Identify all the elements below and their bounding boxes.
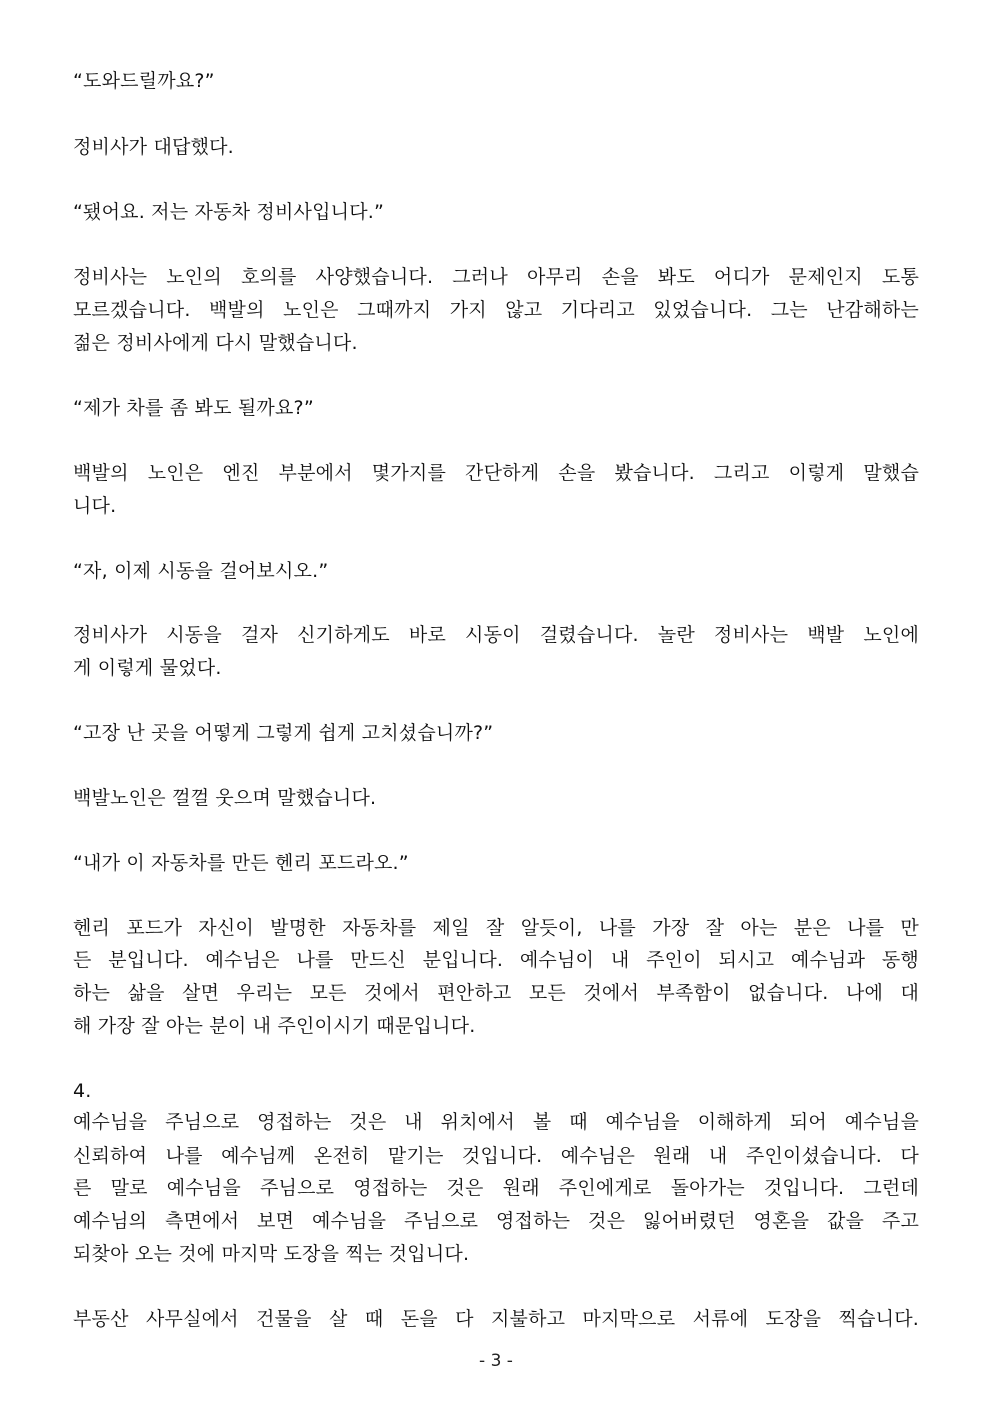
text-line: “제가 차를 좀 봐도 될까요?” xyxy=(73,397,314,419)
text-line: 신뢰하여 나를 예수님께 온전히 맡기는 것입니다. 예수님은 원래 내 주인이셨습니다. 다 xyxy=(73,1145,919,1167)
text-line: 헨리 포드가 자신이 발명한 자동차를 제일 잘 알듯이, 나를 가장 잘 아는 분은 나를 만 xyxy=(73,917,919,939)
text-line: 른 말로 예수님을 주님으로 영접하는 것은 원래 주인에게로 돌아가는 것입니다. 그런데 xyxy=(73,1177,919,1199)
text-line: 예수님을 주님으로 영접하는 것은 내 위치에서 볼 때 예수님을 이해하게 되어 예수님을 xyxy=(73,1111,919,1133)
text-line: 정비사가 대답했다. xyxy=(73,136,234,158)
text-line: “됐어요. 저는 자동차 정비사입니다.” xyxy=(73,201,385,223)
text-line: 정비사는 노인의 호의를 사양했습니다. 그러나 아무리 손을 봐도 어디가 문제인지 도통 xyxy=(73,266,919,288)
text-line: 모르겠습니다. 백발의 노인은 그때까지 가지 않고 기다리고 있었습니다. 그는 난감해하는 xyxy=(73,299,919,321)
text-line: 정비사가 시동을 걸자 신기하게도 바로 시동이 걸렸습니다. 놀란 정비사는 백발 노인에 xyxy=(73,624,919,646)
text-line: 게 이렇게 물었다. xyxy=(73,657,222,679)
text-line: “도와드릴까요?” xyxy=(73,70,215,92)
text-line: 백발노인은 껄껄 웃으며 말했습니다. xyxy=(73,787,377,809)
text-line: 되찾아 오는 것에 마지막 도장을 찍는 것입니다. xyxy=(73,1243,470,1265)
text-line: 하는 삶을 살면 우리는 모든 것에서 편안하고 모든 것에서 부족함이 없습니다. 나에 대 xyxy=(73,982,919,1004)
text-line: 니다. xyxy=(73,495,117,517)
text-line: “내가 이 자동차를 만든 헨리 포드라오.” xyxy=(73,852,409,874)
text-line: 부동산 사무실에서 건물을 살 때 돈을 다 지불하고 마지막으로 서류에 도장을 찍습니다. xyxy=(73,1308,919,1330)
page-number: - 3 - xyxy=(479,1351,513,1371)
text-line: 백발의 노인은 엔진 부분에서 몇가지를 간단하게 손을 봤습니다. 그리고 이렇게 말했습 xyxy=(73,462,919,484)
text-line: “고장 난 곳을 어떻게 그렇게 쉽게 고치셨습니까?” xyxy=(73,722,494,744)
text-line: 예수님의 측면에서 보면 예수님을 주님으로 영접하는 것은 잃어버렸던 영혼을 값을 주고 xyxy=(73,1210,919,1232)
section-number: 4. xyxy=(73,1080,92,1102)
text-line: 든 분입니다. 예수님은 나를 만드신 분입니다. 예수님이 내 주인이 되시고 예수님과 동행 xyxy=(73,949,919,971)
text-line: “자, 이제 시동을 걸어보시오.” xyxy=(73,560,329,582)
text-line: 해 가장 잘 아는 분이 내 주인이시기 때문입니다. xyxy=(73,1015,476,1037)
text-line: 젊은 정비사에게 다시 말했습니다. xyxy=(73,332,358,354)
